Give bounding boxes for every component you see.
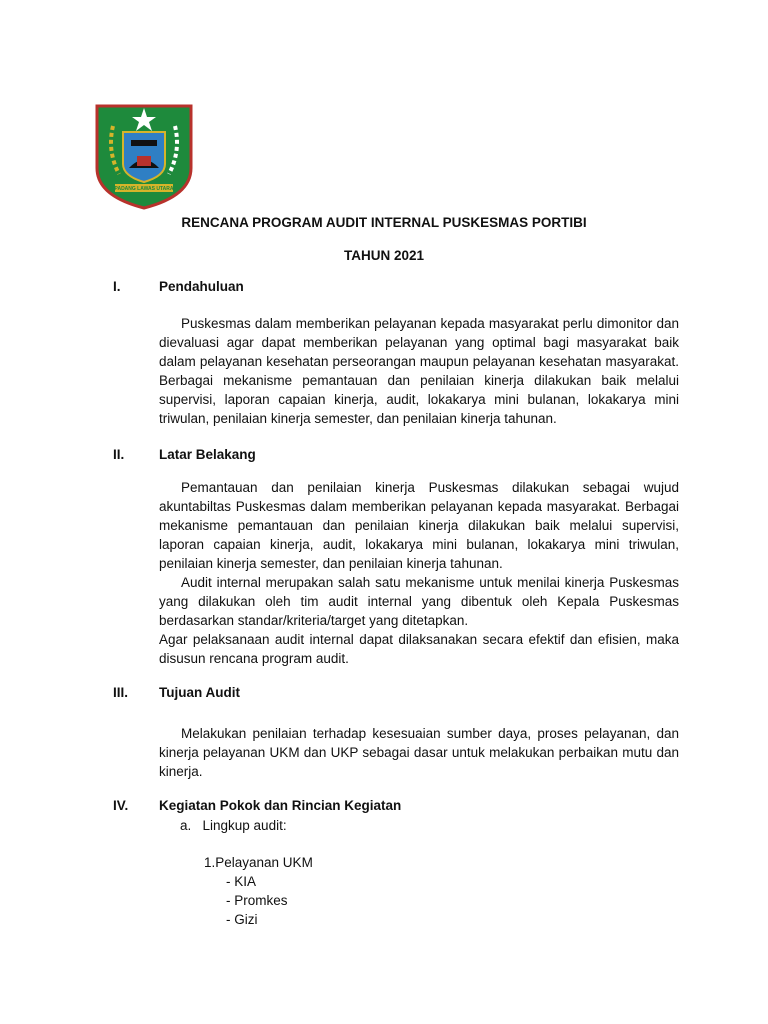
section-heading: Kegiatan Pokok dan Rincian Kegiatan xyxy=(159,798,402,813)
section-heading: Tujuan Audit xyxy=(159,685,240,700)
section-paragraph: Puskesmas dalam memberikan pelayanan kepada masyarakat perlu dimonitor dan dievaluasi agar dapat memberikan pelayanan yang optimal bagi masyarakat baik dalam pelayanan kesehatan perseorangan maupun pelayanan kesehatan masyarakat. Berbagai mekanisme pemantauan dan penilaian kinerja dilakukan baik melalui supervisi, laporan capaian kinerja, audit, lokakarya mini bulanan, lokakarya mini triwulan, penilaian kinerja semester, dan penilaian kinerja tahunan. xyxy=(159,316,679,426)
section-heading: Pendahuluan xyxy=(159,279,244,294)
section-number: IV. xyxy=(113,798,129,813)
document-year: TAHUN 2021 xyxy=(343,248,425,263)
section-paragraph: Audit internal merupakan salah satu mekanisme untuk menilai kinerja Puskesmas yang dilakukan oleh tim audit internal yang dibentuk oleh Kepala Puskesmas berdasarkan standar/kriteria/target yang ditetapkan. xyxy=(159,575,679,628)
list-item: - Gizi xyxy=(226,912,258,927)
section-paragraph: Melakukan penilaian terhadap kesesuaian sumber daya, proses pelayanan, dan kinerja pelayanan UKM dan UKP sebagai dasar untuk melakukan perbaikan mutu dan kinerja. xyxy=(159,726,679,779)
list-subitem: 1.Pelayanan UKM xyxy=(204,855,313,870)
list-item: - KIA xyxy=(226,874,257,889)
section-paragraph: Agar pelaksanaan audit internal dapat dilaksanakan secara efektif dan efisien, maka disusun rencana program audit. xyxy=(159,632,679,666)
section-paragraph: Pemantauan dan penilaian kinerja Puskesmas dilakukan sebagai wujud akuntabiltas Puskesmas dalam memberikan pelayanan kepada masyarakat. Berbagai mekanisme pemantauan dan penilaian kinerja dilakukan baik melalui supervisi, laporan capaian kinerja, audit, lokakarya mini bulanan, lokakarya mini triwulan, penilaian kinerja semester, dan penilaian kinerja tahunan. xyxy=(159,480,679,571)
regency-emblem-logo xyxy=(93,96,195,210)
logo-text: PADANG LAWAS UTARA xyxy=(114,186,174,192)
section-heading: Latar Belakang xyxy=(159,447,256,462)
section-number: II. xyxy=(113,447,125,462)
document-title: RENCANA PROGRAM AUDIT INTERNAL PUSKESMAS PORTIBI xyxy=(181,215,587,230)
section-number: I. xyxy=(113,279,121,294)
list-item-a: a. Lingkup audit: xyxy=(180,818,287,833)
list-item: - Promkes xyxy=(226,893,288,908)
section-number: III. xyxy=(113,685,129,700)
